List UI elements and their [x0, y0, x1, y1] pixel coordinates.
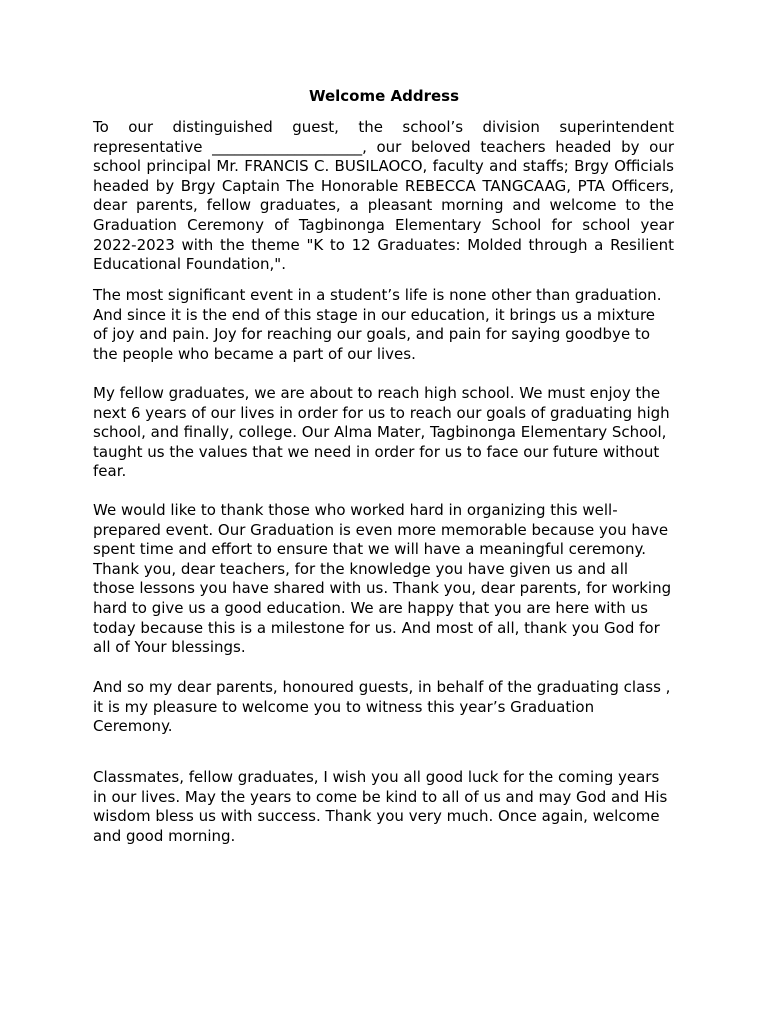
paragraph-closing: Classmates, fellow graduates, I wish you all good luck for the coming years in our lives. May the years to come be kind to all of us and may God and His wisdom bless us with success. Thank you very much. Once again, welcome and good morning. [93, 768, 668, 845]
paragraph-thanks: We would like to thank those who worked hard in organizing this well-prepared event. Our Graduation is even more memorable because you have spent time and effort to ensure that we will have a meaningful ceremony. Thank you, dear teachers, for the knowledge you have given us and all those lessons you have shared with us. Thank you, dear parents, for working hard to give us a good education. We are happy that you are here with us today because this is a milestone for us. And most of all, thank you God for all of Your blessings. [93, 501, 672, 657]
paragraph-significance: The most significant event in a student’s life is none other than graduation. And since it is the end of this stage in our education, it brings us a mixture of joy and pain. Joy for reaching our goals, and pain for saying goodbye to the people who became a part of our lives. [93, 286, 662, 363]
document-title: Welcome Address [308, 87, 460, 105]
paragraph-high-school: My fellow graduates, we are about to reach high school. We must enjoy the next 6 years of our lives in order for us to reach our goals of graduating high school, and finally, college. Our Alma Mater, Tagbinonga Elementary School, taught us the values that we need in order for us to face our future without fear. [93, 384, 670, 481]
paragraph-welcome: And so my dear parents, honoured guests, in behalf of the graduating class , it is my pleasure to welcome you to witness this year’s Graduation Ceremony. [93, 678, 671, 736]
paragraph-greeting: To our distinguished guest, the school’s division superintendent representative ____________________, our beloved teachers headed by our school principal Mr. FRANCIS C. BUSILAOCO, faculty and staffs; Brgy Officials headed by Brgy Captain The Honorable REBECCA TANGCAAG, PTA Officers, dear parents, fellow graduates, a pleasant morning and welcome to the Graduation Ceremony of Tagbinonga Elementary School for school year 2022-2023 with the theme "K to 12 Graduates: Molded through a Resilient Educational Foundation,". [93, 118, 674, 274]
